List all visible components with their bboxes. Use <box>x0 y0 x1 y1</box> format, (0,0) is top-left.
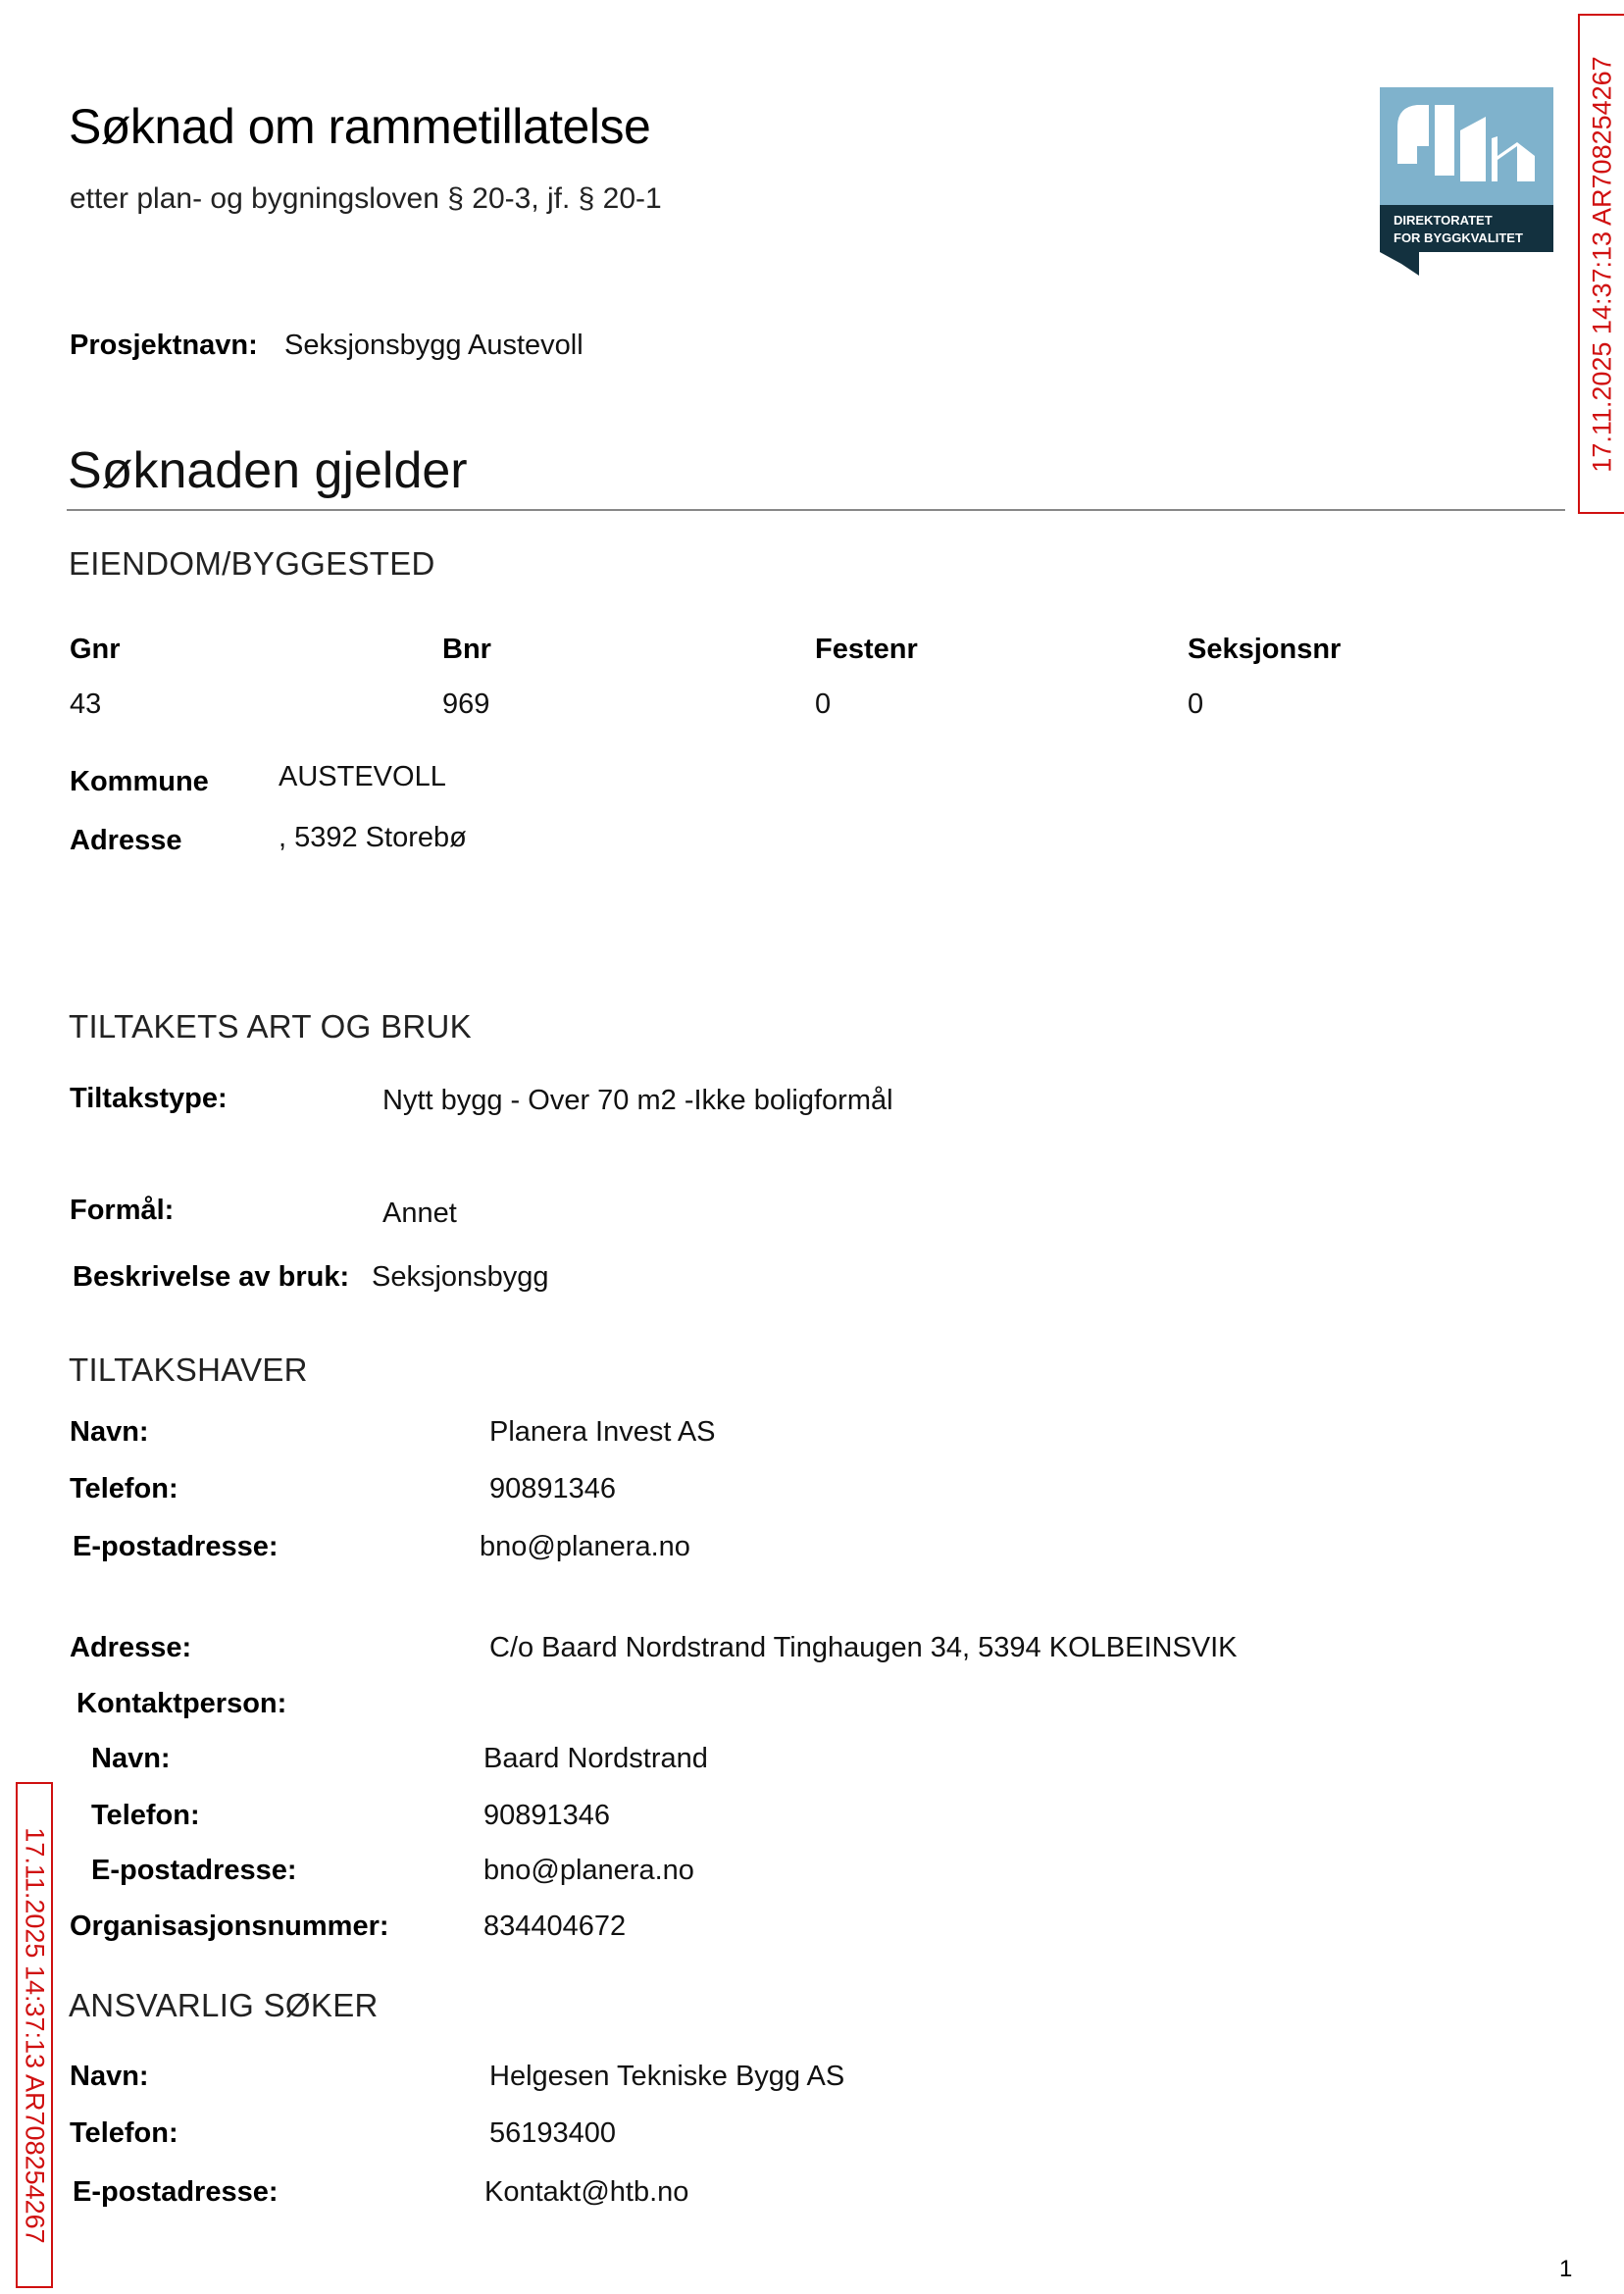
bnr-label: Bnr <box>442 634 491 665</box>
dibk-logo-graphic <box>1380 87 1553 276</box>
kontakt-navn-value: Baard Nordstrand <box>483 1743 708 1774</box>
ansvarlig-telefon-value: 56193400 <box>489 2117 617 2149</box>
tiltakstype-value: Nytt bygg - Over 70 m2 -Ikke boligformål <box>382 1085 893 1116</box>
adresse-value: , 5392 Storebø <box>279 822 467 853</box>
ansvarlig-navn-label: Navn: <box>70 2061 149 2092</box>
orgnr-value: 834404672 <box>483 1911 627 1942</box>
gnr-value: 43 <box>70 688 102 720</box>
tiltakshaver-epost-value: bno@planera.no <box>480 1531 690 1562</box>
ansvarlig-telefon-label: Telefon: <box>70 2117 178 2149</box>
seksjonsnr-label: Seksjonsnr <box>1188 634 1342 665</box>
ansvarlig-heading: ANSVARLIG SØKER <box>69 1987 379 2023</box>
seksjonsnr-value: 0 <box>1188 688 1204 720</box>
tiltakshaver-heading: TILTAKSHAVER <box>69 1351 308 1388</box>
tiltakshaver-adresse-label: Adresse: <box>70 1632 192 1663</box>
project-name-label: Prosjektnavn: <box>70 330 258 361</box>
document-title: Søknad om rammetillatelse <box>69 99 651 154</box>
tiltakshaver-navn-label: Navn: <box>70 1416 149 1448</box>
ansvarlig-navn-value: Helgesen Tekniske Bygg AS <box>489 2061 845 2092</box>
timestamp-stamp-top <box>1578 14 1624 514</box>
kommune-label: Kommune <box>70 766 209 797</box>
beskrivelse-label: Beskrivelse av bruk: <box>73 1261 350 1293</box>
tiltakshaver-telefon-value: 90891346 <box>489 1473 617 1504</box>
tiltakshaver-telefon-label: Telefon: <box>70 1473 178 1504</box>
tiltakstype-label: Tiltakstype: <box>70 1083 228 1114</box>
orgnr-label: Organisasjonsnummer: <box>70 1911 389 1942</box>
tiltakshaver-navn-value: Planera Invest AS <box>489 1416 716 1448</box>
beskrivelse-value: Seksjonsbygg <box>372 1261 549 1293</box>
logo-text-line2: FOR BYGGKVALITET <box>1394 230 1523 245</box>
kontakt-telefon-label: Telefon: <box>91 1800 200 1831</box>
tiltakshaver-adresse-value: C/o Baard Nordstrand Tinghaugen 34, 5394 KOLBEINSVIK <box>489 1632 1238 1663</box>
kontakt-epost-label: E-postadresse: <box>91 1855 297 1886</box>
kontaktperson-label: Kontaktperson: <box>76 1688 287 1719</box>
ansvarlig-epost-value: Kontakt@htb.no <box>484 2176 689 2208</box>
timestamp-stamp-top-text: 17.11.2025 14:37:13 AR708254267 <box>1588 55 1617 473</box>
eiendom-heading: EIENDOM/BYGGESTED <box>69 545 435 582</box>
ansvarlig-epost-label: E-postadresse: <box>73 2176 279 2208</box>
logo-text-line1: DIREKTORATET <box>1394 213 1493 228</box>
page-number: 1 <box>1559 2256 1573 2282</box>
formal-label: Formål: <box>70 1195 175 1226</box>
adresse-label: Adresse <box>70 825 182 856</box>
festenr-label: Festenr <box>815 634 918 665</box>
kommune-value: AUSTEVOLL <box>279 761 446 792</box>
gnr-label: Gnr <box>70 634 121 665</box>
project-name-value: Seksjonsbygg Austevoll <box>284 330 584 361</box>
document-subtitle: etter plan- og bygningsloven § 20-3, jf. § 20-1 <box>70 182 662 215</box>
timestamp-stamp-bottom-text: 17.11.2025 14:37:13 AR708254267 <box>20 1826 50 2244</box>
section-divider <box>67 509 1565 511</box>
bnr-value: 969 <box>442 688 490 720</box>
formal-value: Annet <box>382 1198 457 1229</box>
tiltakshaver-epost-label: E-postadresse: <box>73 1531 279 1562</box>
festenr-value: 0 <box>815 688 832 720</box>
kontakt-telefon-value: 90891346 <box>483 1800 611 1831</box>
kontakt-navn-label: Navn: <box>91 1743 171 1774</box>
kontakt-epost-value: bno@planera.no <box>483 1855 694 1886</box>
dibk-logo <box>1380 87 1553 276</box>
timestamp-stamp-bottom <box>16 1782 53 2288</box>
tiltak-heading: TILTAKETS ART OG BRUK <box>69 1008 472 1045</box>
section-heading: Søknaden gjelder <box>68 442 468 499</box>
